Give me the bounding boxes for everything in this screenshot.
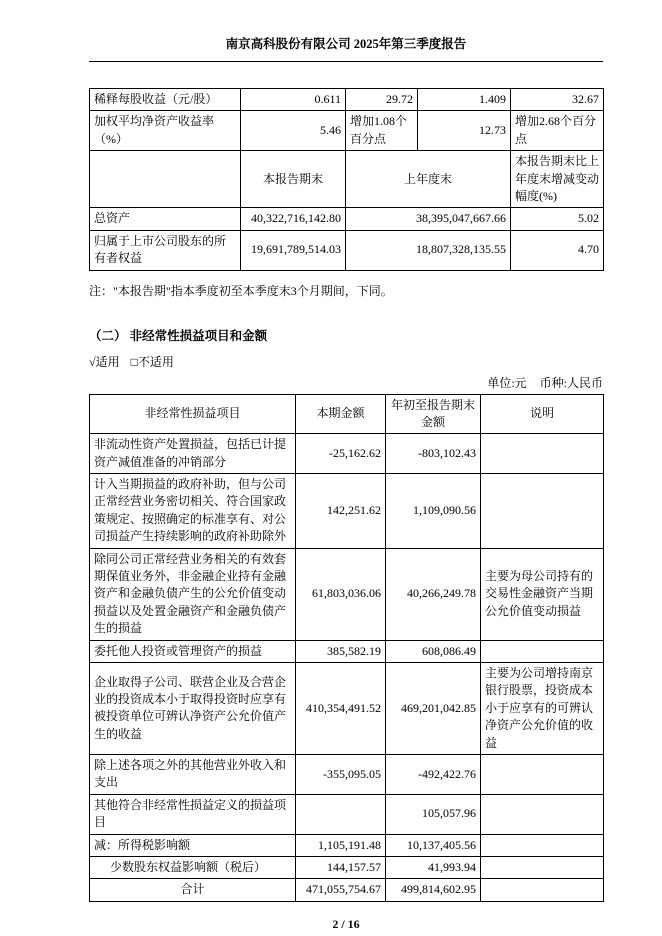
- item-cell: 企业取得子公司、联营企业及合营企业的投资成本小于取得投资时应享有被投资单位可辨认净资产公允价值产生的收益: [90, 662, 296, 754]
- note-cell: [481, 879, 604, 901]
- note-cell: [481, 794, 604, 834]
- not-applicable-checkbox: □不适用: [130, 354, 174, 369]
- column-header-cell: 本报告期末: [241, 151, 346, 208]
- current-amount-cell: 144,157.57: [296, 856, 386, 878]
- unit-line: [89, 374, 603, 391]
- current-value-cell: 5.46: [241, 111, 346, 151]
- key-financials-table: [89, 88, 604, 271]
- ytd-change-cell: 增加2.68个百分点: [511, 111, 604, 151]
- item-cell: 少数股东权益影响额（税后）: [90, 856, 296, 878]
- table-row: [90, 111, 604, 151]
- current-value-cell: 40,322,716,142.80: [241, 208, 346, 230]
- item-cell: 减：所得税影响额: [90, 834, 296, 856]
- note-cell: 主要为公司增持南京银行股票，投资成本小于应享有的可辨认净资产公允价值的收益: [481, 662, 604, 754]
- column-header-cell: 非经常性损益项目: [90, 394, 296, 434]
- current-value-cell: 0.611: [241, 89, 346, 111]
- ytd-amount-cell: 469,201,042.85: [386, 662, 481, 754]
- note-cell: [481, 754, 604, 794]
- ytd-amount-cell: 1,109,090.56: [386, 474, 481, 549]
- item-cell: 归属于上市公司股东的所有者权益: [90, 230, 241, 270]
- page-footer: [89, 917, 603, 932]
- table-row: [90, 474, 604, 549]
- ytd-amount-cell: 41,993.94: [386, 856, 481, 878]
- current-amount-cell: -25,162.62: [296, 434, 386, 474]
- current-value-cell: 19,691,789,514.03: [241, 230, 346, 270]
- table-row: [90, 794, 604, 834]
- column-header-cell: 本期金额: [296, 394, 386, 434]
- ytd-value-cell: 1.409: [418, 89, 511, 111]
- prev-value-cell: 38,395,047,667.66: [346, 208, 511, 230]
- ytd-amount-cell: 105,057.96: [386, 794, 481, 834]
- ytd-value-cell: 12.73: [418, 111, 511, 151]
- non-recurring-items-table: [89, 394, 604, 902]
- ytd-amount-cell: -492,422.76: [386, 754, 481, 794]
- applicable-checkbox: √适用: [89, 354, 120, 369]
- page-number: 2 / 16: [332, 916, 360, 931]
- current-amount-cell: 142,251.62: [296, 474, 386, 549]
- table-row: [90, 89, 604, 111]
- item-cell: 除上述各项之外的其他营业外收入和支出: [90, 754, 296, 794]
- ytd-amount-cell: 10,137,405.56: [386, 834, 481, 856]
- table-row: [90, 230, 604, 270]
- unit-label: 单位:元: [487, 375, 527, 390]
- table-row: [90, 856, 604, 878]
- item-cell: 计入当期损益的政府补助，但与公司正常经营业务密切相关、符合国家政策规定、按照确定的标准享有、对公司损益产生持续影响的政府补助除外: [90, 474, 296, 549]
- current-amount-cell: 385,582.19: [296, 640, 386, 662]
- column-header-cell: 本报告期末比上年度末增减变动幅度(%): [511, 151, 604, 208]
- change-cell: 4.70: [511, 230, 604, 270]
- current-amount-cell: [296, 794, 386, 834]
- applicability-line: [89, 353, 603, 370]
- current-change-cell: 增加1.08个百分点: [346, 111, 418, 151]
- change-cell: 5.02: [511, 208, 604, 230]
- item-cell: 稀释每股收益（元/股）: [90, 89, 241, 111]
- table-header-row: [90, 394, 604, 434]
- table-row: [90, 640, 604, 662]
- note-cell: 主要为母公司持有的交易性金融资产当期公允价值变动损益: [481, 548, 604, 640]
- item-cell: 委托他人投资或管理资产的损益: [90, 640, 296, 662]
- note-cell: [481, 434, 604, 474]
- note-cell: [481, 856, 604, 878]
- page-header: [89, 34, 603, 62]
- table-row: [90, 208, 604, 230]
- table-row: [90, 754, 604, 794]
- current-change-cell: 29.72: [346, 89, 418, 111]
- ytd-change-cell: 32.67: [511, 89, 604, 111]
- empty-cell: [90, 151, 241, 208]
- header-title: 南京高科股份有限公司 2025年第三季度报告: [225, 37, 467, 51]
- table-row: [90, 548, 604, 640]
- item-cell: 非流动性资产处置损益，包括已计提资产减值准备的冲销部分: [90, 434, 296, 474]
- current-amount-cell: 471,055,754.67: [296, 879, 386, 901]
- prev-value-cell: 18,807,328,135.55: [346, 230, 511, 270]
- item-cell: 其他符合非经常性损益定义的损益项目: [90, 794, 296, 834]
- note-cell: [481, 834, 604, 856]
- table-row: [90, 834, 604, 856]
- ytd-amount-cell: 40,266,249.78: [386, 548, 481, 640]
- currency-label: 币种:人民币: [539, 375, 603, 390]
- column-header-cell: 年初至报告期末金额: [386, 394, 481, 434]
- item-cell: 总资产: [90, 208, 241, 230]
- current-amount-cell: 410,354,491.52: [296, 662, 386, 754]
- table-row: [90, 879, 604, 901]
- ytd-amount-cell: -803,102.43: [386, 434, 481, 474]
- table-header-row: [90, 151, 604, 208]
- note-cell: [481, 474, 604, 549]
- note-text: 注："本报告期"指本季度初至本季度末3个月期间，下同。: [89, 283, 393, 298]
- table-row: [90, 434, 604, 474]
- table-row: [90, 662, 604, 754]
- current-amount-cell: 61,803,036.06: [296, 548, 386, 640]
- current-amount-cell: 1,105,191.48: [296, 834, 386, 856]
- item-cell: 加权平均净资产收益率（%）: [90, 111, 241, 151]
- item-cell: 合计: [90, 879, 296, 901]
- item-cell: 除同公司正常经营业务相关的有效套期保值业务外，非金融企业持有金融资产和金融负债产生的公允价值变动损益以及处置金融资产和金融负债产生的损益: [90, 548, 296, 640]
- column-header-cell: 说明: [481, 394, 604, 434]
- column-header-cell: 上年度末: [346, 151, 511, 208]
- note-cell: [481, 640, 604, 662]
- section-heading: （二） 非经常性损益项目和金额: [89, 328, 268, 343]
- ytd-amount-cell: 608,086.49: [386, 640, 481, 662]
- current-amount-cell: -355,095.05: [296, 754, 386, 794]
- ytd-amount-cell: 499,814,602.95: [386, 879, 481, 901]
